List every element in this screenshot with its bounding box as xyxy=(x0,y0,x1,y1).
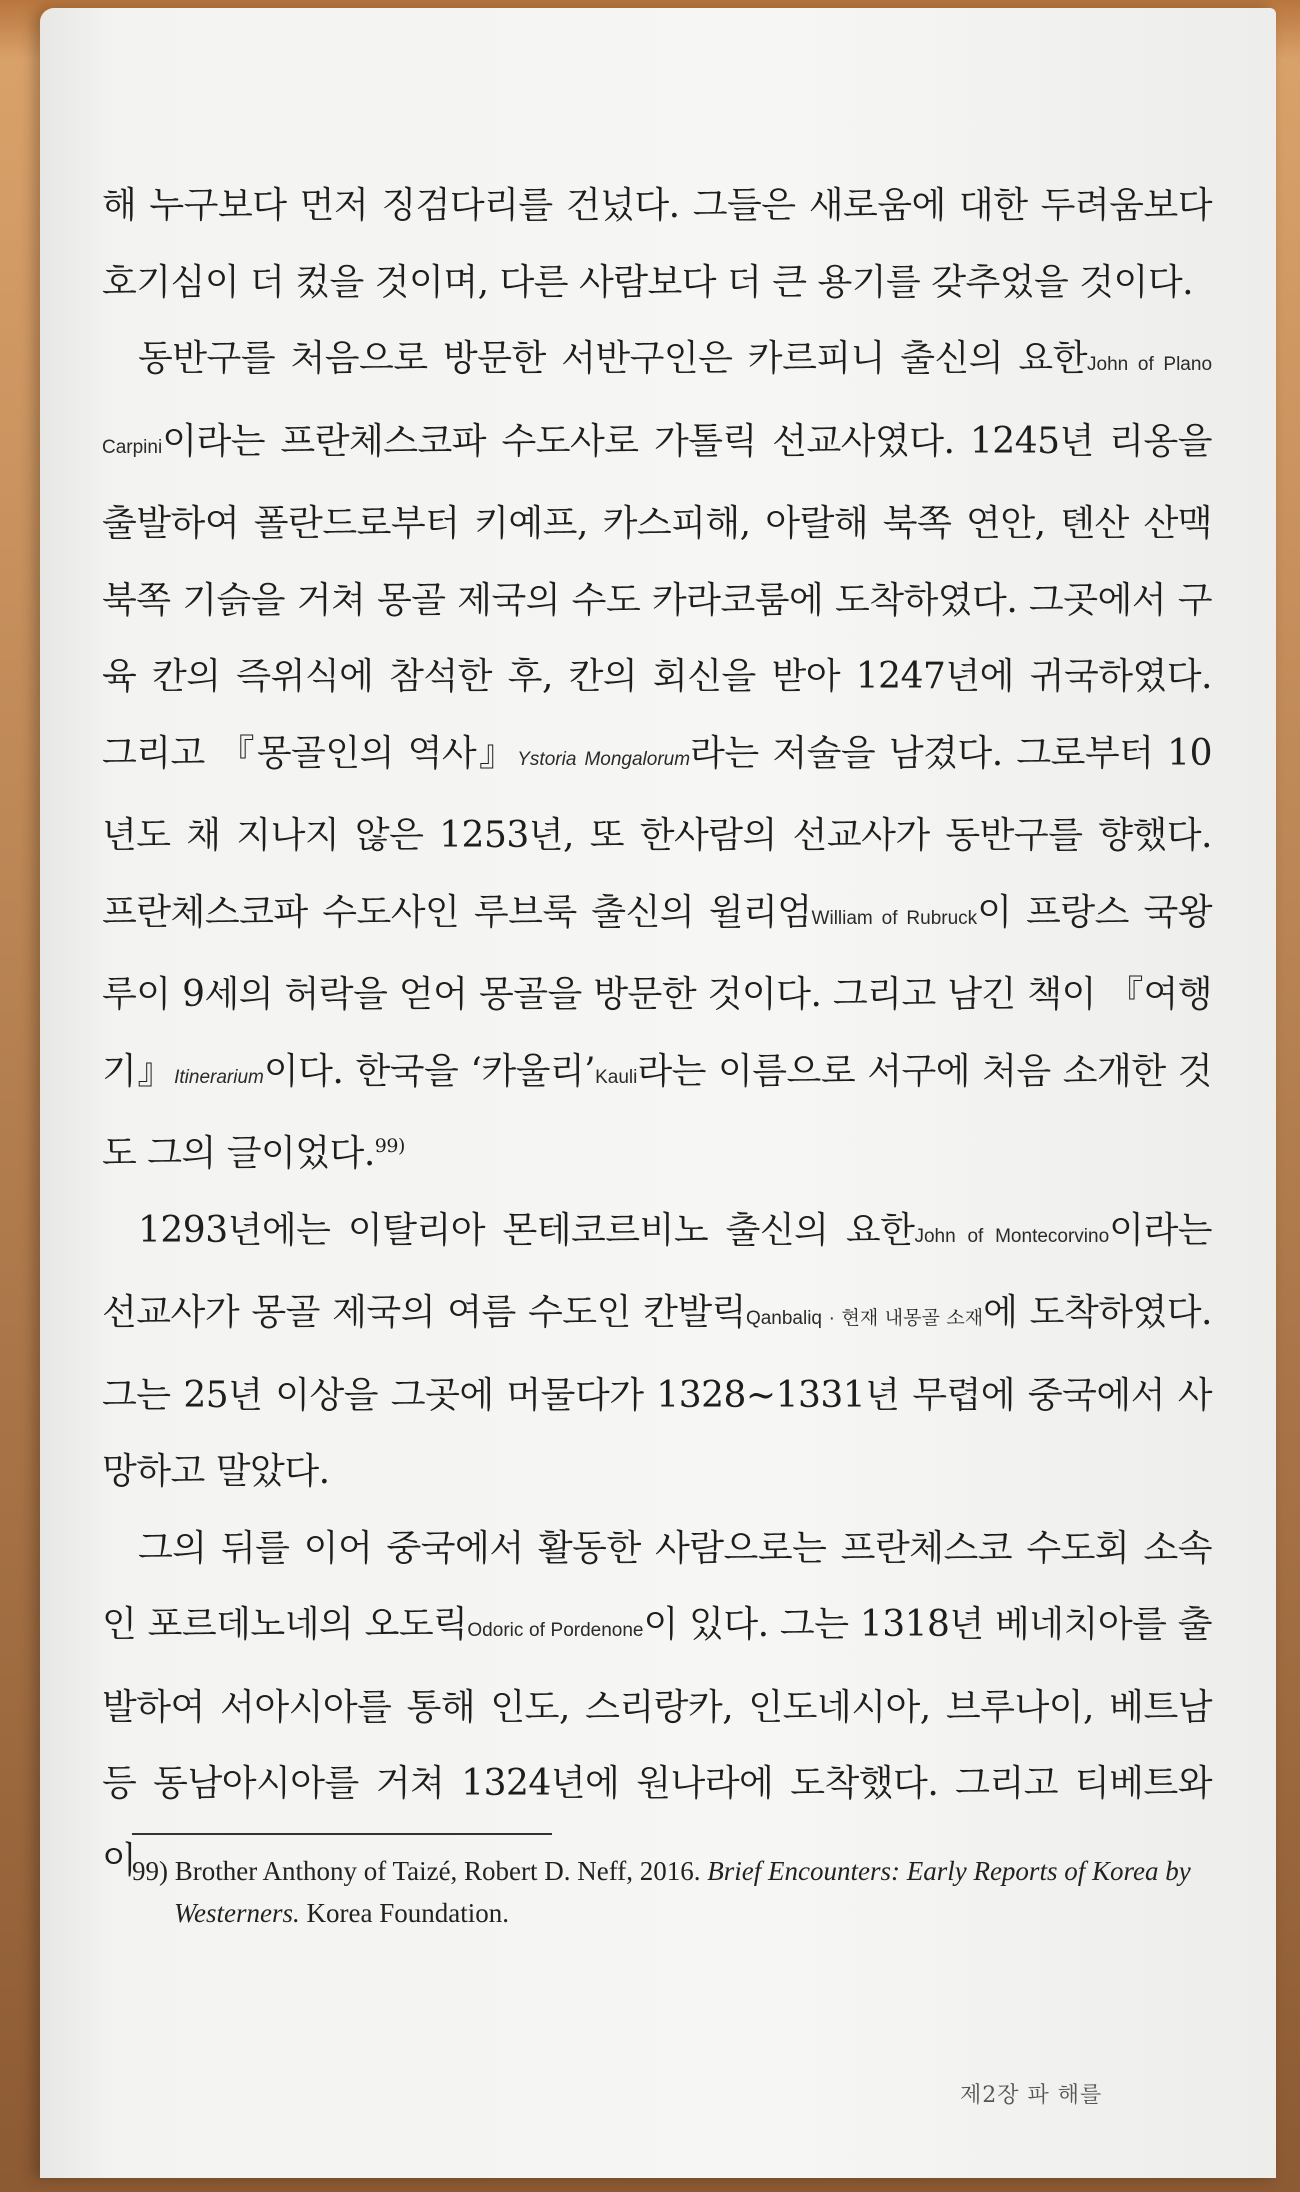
gloss-qanbaliq: Qanbaliq · 현재 내몽골 소재 xyxy=(745,1308,984,1329)
gloss-itinerarium: Itinerarium xyxy=(174,1066,264,1088)
footnote xyxy=(132,1850,1254,1934)
gloss-kauli: Kauli xyxy=(595,1066,638,1088)
paragraph-3 xyxy=(102,1193,1212,1511)
book-page xyxy=(40,8,1276,2178)
paragraph-text: 그의 뒤를 이어 중국에서 활동한 사람으로는 프란체스코 수도회 소속인 포르데노네의 오도릭 xyxy=(102,1527,1212,1645)
paragraph-text: 이라는 프란체스코파 수도사로 가톨릭 선교사였다. 1245년 리옹을 출발하여 폴란드로부터 키예프, 카스피해, 아랄해 북쪽 연안, 톈산 산맥 북쪽 기슭을 거쳐 몽골 제국의 수도 카라코룸에 도착하였다. 그곳에서 구육 칸의 즉위식에 참석한 후, 칸의 회신을 받아 1247년에 귀국하였다. 그리고 『몽골인의 역사』 xyxy=(102,420,1212,774)
paragraph-text: 이 있다. 그는 1318년 베네치아를 출발하여 서아시아를 통해 인도, 스리랑카, 인도네시아, 브루나이, 베트남 등 동남아시아를 거쳐 1324년에 원나라에 도착했다. 그리고 티베트와 이 xyxy=(102,1604,1212,1881)
paragraph-text: 해 누구보다 먼저 징검다리를 건넜다. 그들은 새로움에 대한 두려움보다 호기심이 더 컸을 것이며, 다른 사람보다 더 큰 용기를 갖추었을 것이다. xyxy=(102,185,1212,303)
paragraph-text: 에 도착하였다. 그는 25년 이상을 그곳에 머물다가 1328~1331년 무렵에 중국에서 사망하고 말았다. xyxy=(102,1292,1212,1492)
paragraph-text: 1293년에는 이탈리아 몬테코르비노 출신의 요한 xyxy=(138,1209,915,1251)
gloss-john-of-plano-carpini: John of Plano Carpini xyxy=(102,354,1213,458)
footnote-rule xyxy=(132,1833,552,1835)
gloss-odoric-of-pordenone: Odoric of Pordenone xyxy=(467,1620,644,1641)
body-text xyxy=(102,168,1212,1899)
footnote-marker: 99) xyxy=(132,1856,168,1886)
running-footer: 제2장 파 해를 xyxy=(960,2083,1103,2108)
footnote-publisher: Korea Foundation. xyxy=(306,1898,509,1928)
paragraph-text: 이다. 한국을 ‘카울리’ xyxy=(263,1050,596,1092)
paragraph-2 xyxy=(102,321,1212,1193)
paragraph-text: 이라는 선교사가 몽골 제국의 여름 수도인 칸발릭 xyxy=(102,1209,1212,1333)
footnote-reference: 99) xyxy=(374,1135,405,1157)
gloss-william-of-rubruck: William of Rubruck xyxy=(811,907,978,929)
paragraph-text: 이 프랑스 국왕 루이 9세의 허락을 얻어 몽골을 방문한 것이다. 그리고 남긴 책이 『여행기』 xyxy=(102,891,1212,1092)
paragraph-text: 동반구를 처음으로 방문한 서반구인은 카르피니 출신의 요한 xyxy=(138,338,1087,379)
paragraph-text: 라는 저술을 남겼다. 그로부터 10년도 채 지나지 않은 1253년, 또 한사람의 선교사가 동반구를 향했다. 프란체스코파 수도사인 루브룩 출신의 윌리엄 xyxy=(102,732,1212,933)
paragraph-text: 라는 이름으로 서구에 처음 소개한 것도 그의 글이었다. xyxy=(102,1050,1212,1174)
footnote-title: Brief Encounters: Early Reports of Korea by Westerners. xyxy=(174,1856,1191,1928)
gloss-ystoria-mongalorum: Ystoria Mongalorum xyxy=(517,748,691,770)
footnote-authors: Brother Anthony of Taizé, Robert D. Neff, 2016. xyxy=(174,1856,701,1886)
gloss-john-of-montecorvino: John of Montecorvino xyxy=(914,1225,1110,1247)
paragraph-1 xyxy=(102,168,1212,321)
paragraph-4 xyxy=(102,1511,1212,1900)
